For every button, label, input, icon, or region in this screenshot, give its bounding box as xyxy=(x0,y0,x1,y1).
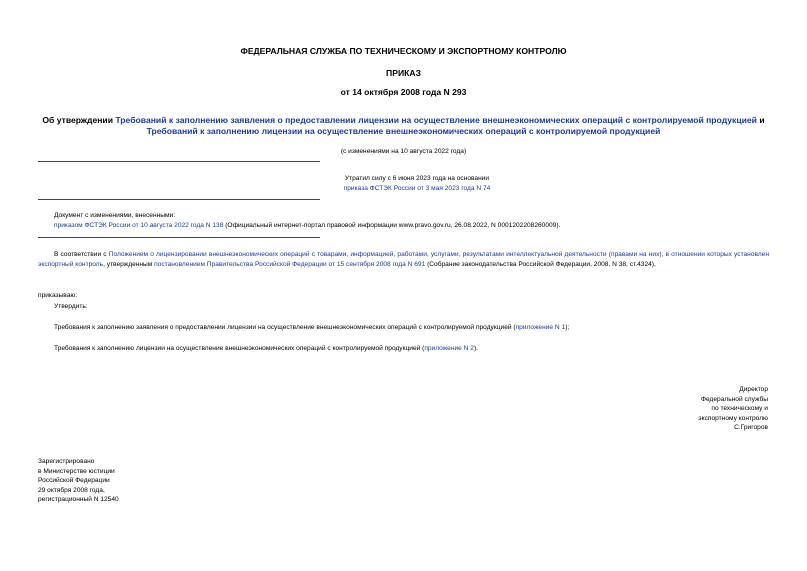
title-middle: и xyxy=(756,115,765,125)
agency-name: ФЕДЕРАЛЬНАЯ СЛУЖБА ПО ТЕХНИЧЕСКОМУ И ЭКСПОРТНОМУ КОНТРОЛЮ xyxy=(240,46,567,56)
changes-source: (Официальный интернет-портал правовой информации www.pravo.gov.ru, 26.08.2022, N 0001202208260009). xyxy=(223,222,561,229)
signature-block xyxy=(600,385,768,433)
preamble-link-regulation[interactable]: Положением о лицензировании внешнеэкономических операций с товарами, информацией, работами, услугами, результатами интеллектуальной деятельности (правами на них), в отношении которых установлен экспортный контроль xyxy=(38,251,769,268)
preamble-text: , утвержденным xyxy=(103,260,155,268)
changes-line xyxy=(54,221,774,231)
changes-label: Документ с изменениями, внесенными: xyxy=(54,212,176,219)
item-1-end: ); xyxy=(565,324,570,331)
revision-note: (с изменениями на 10 августа 2022 года) xyxy=(340,148,467,155)
changes-link-order-138[interactable]: приказом ФСТЭК России от 10 августа 2022 года N 138 xyxy=(54,222,224,229)
registration-line: Российской Федерации xyxy=(38,477,110,485)
order-word: приказываю: xyxy=(38,292,78,299)
title-link-requirements-application[interactable]: Требований к заполнению заявления о предоставлении лицензии на осуществление внешнеэкономических операций с контролируемой продукцией xyxy=(115,115,757,125)
item-1 xyxy=(54,323,769,333)
status-link-order-74[interactable]: приказа ФСТЭК России от 3 мая 2023 года N 74 xyxy=(343,185,491,192)
registration-line: 29 октября 2008 года, xyxy=(38,486,105,494)
signature-name: С.Григоров xyxy=(734,424,768,432)
approve-word: Утвердить: xyxy=(54,303,88,310)
registration-line: Зарегистрировано xyxy=(38,458,95,465)
document-title xyxy=(40,115,767,137)
doc-date-number: от 14 октября 2008 года N 293 xyxy=(340,87,467,97)
link-appendix-2[interactable]: приложение N 2 xyxy=(424,345,474,352)
divider xyxy=(38,199,320,200)
item-2 xyxy=(54,344,769,354)
preamble-text: (Собрание законодательства Российской Федерации, 2008, N 38, ст.4324), xyxy=(425,260,656,268)
item-2-text: Требования к заполнению лицензии на осуществление внешнеэкономических операций с контролируемой продукцией ( xyxy=(54,345,425,352)
registration-line: регистрационный N 12540 xyxy=(38,496,119,504)
status-lost-force: Утратил силу с 6 июня 2023 года на основании xyxy=(344,175,490,182)
title-link-requirements-license[interactable]: Требований к заполнению лицензии на осуществление внешнеэкономических операций с контролируемой продукцией xyxy=(146,126,661,136)
divider xyxy=(38,161,320,162)
preamble-text: В соответствии с xyxy=(54,251,109,258)
doc-type: ПРИКАЗ xyxy=(386,68,421,78)
link-appendix-1[interactable]: приложение N 1 xyxy=(515,324,566,331)
preamble-link-resolution-691[interactable]: постановлением Правительства Российской Федерации от 15 сентября 2008 года N 691 xyxy=(154,260,426,268)
signature-line: по техническому и xyxy=(711,405,768,413)
item-2-end: ). xyxy=(473,345,478,352)
signature-line: Федеральной службы xyxy=(700,395,768,403)
item-1-text: Требования к заполнению заявления о предоставлении лицензии на осуществление внешнеэкономических операций с контролируемой продукцией ( xyxy=(54,324,516,331)
registration-block xyxy=(38,457,238,505)
divider xyxy=(38,237,320,238)
title-prefix: Об утверждении xyxy=(42,115,116,125)
signature-line: экспортному контролю xyxy=(698,414,768,422)
signature-line: Директор xyxy=(739,386,768,393)
preamble-paragraph xyxy=(38,250,769,269)
registration-line: в Министерстве юстиции xyxy=(38,467,115,475)
